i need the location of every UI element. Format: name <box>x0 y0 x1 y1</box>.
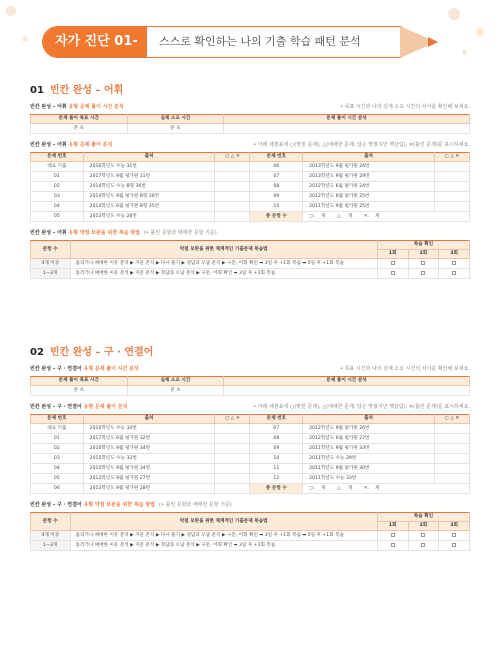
method-text: 틀리거나 애매한 이유 분석 ▶ 지문 분석 ▶ 정답과 오답 분석 ▶ 구문, 어휘 확인 ➡ 3일 후 +1회 복습 <box>70 269 377 279</box>
page-subtitle: 스스로 확인하는 나의 기출 학습 패턴 분석 <box>159 35 361 48</box>
heading-note: • 아래 채점표에 ○(맞힌 문제), △(애매한 문제: 답은 맞혔지만 헷갈림), ✕(틀린 문제)를 표시하세요. <box>253 142 470 148</box>
mark-cell[interactable] <box>434 192 469 202</box>
table-row <box>31 531 470 541</box>
question-source: 2017학년도 9월 평가원 31번 <box>83 172 215 182</box>
heading-highlight: 유형 문제 풀이 시간 분석 <box>68 104 124 110</box>
unit: 개 <box>375 214 380 219</box>
table-row <box>31 182 470 192</box>
decor-dot <box>22 36 28 42</box>
question-source: 2012학년도 6월 평가원 27번 <box>303 434 435 444</box>
question-no: 02 <box>31 182 84 192</box>
question-source: 2011학년도 9월 평가원 30번 <box>303 464 435 474</box>
time-table <box>30 376 470 396</box>
question-source: 2012학년도 6월 평가원 25번 <box>303 192 435 202</box>
question-source: 2014학년도 9월 평가원 B형 36번 <box>83 192 215 202</box>
page-header <box>42 20 436 79</box>
col-question-no: 문제 번호 <box>31 153 84 162</box>
table-row <box>31 424 470 434</box>
section-01 <box>30 84 470 279</box>
col-review-3: 3회 <box>439 250 470 259</box>
question-source: 2011학년도 수능 33번 <box>303 474 435 484</box>
question-no: 11 <box>250 464 303 474</box>
mark-cell[interactable] <box>215 182 250 192</box>
question-source: 2013학년도 9월 평가원 27번 <box>83 474 215 484</box>
question-analysis-heading <box>30 141 470 150</box>
question-source: 2011학년도 9월 평가원 33번 <box>303 444 435 454</box>
method-text: 틀리거나 애매한 이유 분석 ▶ 지문 분석 ▶ 다시 풀기 ▶ 정답과 오답 분석 ▶ 구문, 어휘 확인 ➡ 3일 후 +1회 복습 ➡ 5일 후 +1회 복습 <box>70 259 377 269</box>
heading-note: (• 틀린 문항과 애매한 문항 기준) <box>159 502 232 508</box>
heading-note: • 목표 시간과 나의 실제 소요 시간의 차이를 확인해 보세요. <box>340 366 470 372</box>
col-review-check: 복습 확인 <box>377 241 469 250</box>
question-no: 대표 기출 <box>31 424 84 434</box>
question-no: 04 <box>31 202 84 212</box>
section-number: 02 <box>30 347 44 358</box>
total-t: △: <box>336 214 342 219</box>
review-checkbox[interactable] <box>377 541 408 551</box>
method-heading <box>30 229 470 238</box>
analysis-field[interactable] <box>224 386 470 396</box>
table-row <box>31 269 470 279</box>
question-no: 07 <box>250 424 303 434</box>
col-question-no: 문제 번호 <box>250 153 303 162</box>
col-method: 약점 보완을 위한 체계적인 기출문제 복습법 <box>70 513 377 531</box>
decor-dot <box>448 8 460 20</box>
unit: 개 <box>347 486 353 491</box>
mark-cell[interactable] <box>215 434 250 444</box>
section-title <box>30 346 470 360</box>
question-no: 03 <box>31 454 84 464</box>
total-x: ✕: <box>363 214 370 219</box>
mark-cell[interactable] <box>215 444 250 454</box>
mark-cell[interactable] <box>434 434 469 444</box>
mark-cell[interactable] <box>215 202 250 212</box>
heading-prefix: 빈칸 완성 – 어휘 <box>30 230 69 236</box>
method-text: 틀리거나 애매한 이유 분석 ▶ 지문 분석 ▶ 정답과 오답 분석 ▶ 구문, 어휘 확인 ➡ 3일 후 +1회 복습 <box>70 541 377 551</box>
heading-prefix: 빈칸 완성 – 구 · 연결어 <box>30 502 84 508</box>
question-no: 12 <box>250 474 303 484</box>
col-question-no: 문제 번호 <box>250 415 303 424</box>
time-col-actual: 실제 소요 시간 <box>127 377 224 386</box>
question-no: 04 <box>31 464 84 474</box>
mark-cell[interactable] <box>215 172 250 182</box>
target-time-field[interactable]: 분 초 <box>31 386 128 396</box>
question-table <box>30 152 470 222</box>
method-count: 1~3개 <box>31 269 71 279</box>
col-count: 문항 수 <box>31 513 71 531</box>
col-mark: ○ △ ✕ <box>434 153 469 162</box>
review-checkbox[interactable] <box>377 269 408 279</box>
col-method: 약점 보완을 위한 체계적인 기출문제 복습법 <box>70 241 377 259</box>
question-table <box>30 414 470 494</box>
unit: 개 <box>375 486 380 491</box>
question-analysis-heading <box>30 403 470 412</box>
question-no: 대표 기출 <box>31 162 84 172</box>
unit: 개 <box>320 486 326 491</box>
table-row <box>31 444 470 454</box>
heading-highlight: 유형 약점 보완을 위한 복습 방법 <box>68 230 140 236</box>
method-heading <box>30 501 470 510</box>
time-col-analysis: 문제 풀이 시간 분석 <box>224 115 470 124</box>
heading-highlight: 유형 문제 풀이 시간 분석 <box>83 366 139 372</box>
unit: 개 <box>320 214 326 219</box>
time-analysis-heading <box>30 103 470 112</box>
review-checkbox[interactable] <box>408 531 439 541</box>
question-no: 02 <box>31 444 84 454</box>
time-analysis-heading <box>30 365 470 374</box>
col-mark: ○ △ ✕ <box>215 153 250 162</box>
question-source: 2016학년도 수능 31번 <box>83 162 215 172</box>
time-table <box>30 114 470 134</box>
decor-dot <box>462 50 467 55</box>
question-source: 2014학년도 6월 평가원 B형 35번 <box>83 202 215 212</box>
section-name: 빈칸 완성 – 구 · 연결어 <box>49 347 154 358</box>
col-mark: ○ △ ✕ <box>434 415 469 424</box>
question-no: 06 <box>250 162 303 172</box>
table-row <box>31 172 470 182</box>
analysis-field[interactable] <box>224 124 470 134</box>
heading-prefix: 빈칸 완성 – 구 · 연결어 <box>30 404 84 410</box>
total-x: ✕: <box>363 486 370 491</box>
col-review-1: 1회 <box>377 522 408 531</box>
question-source: 2012학년도 9월 평가원 26번 <box>303 424 435 434</box>
col-count: 문항 수 <box>31 241 71 259</box>
question-no: 03 <box>31 192 84 202</box>
mark-cell[interactable] <box>434 464 469 474</box>
page-title: 자가 진단 01-02 <box>43 27 147 57</box>
total-label: 총 문항 수 <box>250 484 303 494</box>
mark-cell[interactable] <box>215 454 250 464</box>
mark-cell[interactable] <box>215 192 250 202</box>
heading-note: (• 틀린 문항과 애매한 문항 기준) <box>143 230 217 236</box>
review-checkbox[interactable] <box>439 259 470 269</box>
section-title <box>30 84 470 98</box>
question-source: 2016학년도 9월 평가원 34번 <box>83 444 215 454</box>
heading-prefix: 빈칸 완성 – 어휘 <box>30 104 69 110</box>
review-checkbox[interactable] <box>408 541 439 551</box>
col-review-check: 복습 확인 <box>377 513 469 522</box>
actual-time-field[interactable]: 분 초 <box>127 124 224 134</box>
mark-cell[interactable] <box>434 444 469 454</box>
col-question-no: 문제 번호 <box>31 415 84 424</box>
col-review-3: 3회 <box>439 522 470 531</box>
question-source: 2012학년도 6월 평가원 24번 <box>303 182 435 192</box>
mark-cell[interactable] <box>215 424 250 434</box>
question-no: 06 <box>31 484 84 494</box>
question-source: 2015학년도 수능 33번 <box>83 454 215 464</box>
target-time-field[interactable]: 분 초 <box>31 124 128 134</box>
col-source: 출처 <box>303 415 435 424</box>
question-no: 05 <box>31 212 84 222</box>
question-no: 09 <box>250 444 303 454</box>
question-no: 01 <box>31 172 84 182</box>
question-no: 10 <box>250 202 303 212</box>
table-row <box>31 162 470 172</box>
mark-cell[interactable] <box>215 474 250 484</box>
section-name: 빈칸 완성 – 어휘 <box>49 85 124 96</box>
question-source: 2011학년도 9월 평가원 25번 <box>303 202 435 212</box>
review-checkbox[interactable] <box>408 269 439 279</box>
question-no: 09 <box>250 192 303 202</box>
total-o: ○: <box>309 486 315 491</box>
time-col-actual: 실제 소요 시간 <box>127 115 224 124</box>
mark-cell[interactable] <box>434 162 469 172</box>
mark-cell[interactable] <box>434 424 469 434</box>
review-checkbox[interactable] <box>408 259 439 269</box>
question-source: 2013학년도 9월 평가원 24번 <box>303 162 435 172</box>
question-no: 10 <box>250 454 303 464</box>
question-source: 2013학년도 9월 평가원 29번 <box>303 172 435 182</box>
mark-cell[interactable] <box>434 172 469 182</box>
question-no: 01 <box>31 434 84 444</box>
decor-dot <box>476 28 484 36</box>
section-number: 01 <box>30 85 44 96</box>
col-review-1: 1회 <box>377 250 408 259</box>
question-no: 08 <box>250 434 303 444</box>
mark-cell[interactable] <box>434 202 469 212</box>
actual-time-field[interactable]: 분 초 <box>127 386 224 396</box>
question-no: 05 <box>31 474 84 484</box>
review-checkbox[interactable] <box>439 531 470 541</box>
question-source: 2013학년도 9월 평가원 28번 <box>83 484 215 494</box>
review-checkbox[interactable] <box>439 541 470 551</box>
heading-prefix: 빈칸 완성 – 구 · 연결어 <box>30 366 84 372</box>
method-table <box>30 240 470 279</box>
section-02 <box>30 346 470 551</box>
question-source: 2014학년도 수능 B형 36번 <box>83 182 215 192</box>
table-row <box>31 212 470 222</box>
mark-cell[interactable] <box>215 162 250 172</box>
question-source: 2016학년도 수능 34번 <box>83 424 215 434</box>
review-checkbox[interactable] <box>439 269 470 279</box>
mark-cell[interactable] <box>434 454 469 464</box>
table-row <box>31 454 470 464</box>
mark-cell[interactable] <box>215 464 250 474</box>
col-source: 출처 <box>83 415 215 424</box>
table-row <box>31 434 470 444</box>
total-counts[interactable] <box>303 212 470 222</box>
method-table <box>30 512 470 551</box>
time-col-target: 문제 풀이 목표 시간 <box>31 377 128 386</box>
mark-cell[interactable] <box>434 474 469 484</box>
method-count: 4개 이상 <box>31 259 71 269</box>
col-source: 출처 <box>83 153 215 162</box>
table-row <box>31 541 470 551</box>
total-o: ○: <box>309 214 315 219</box>
table-row <box>31 202 470 212</box>
heading-highlight: 유형 문제 풀이 분석 <box>68 142 113 148</box>
table-row <box>31 474 470 484</box>
decor-dot <box>6 6 16 16</box>
question-no: 07 <box>250 172 303 182</box>
heading-prefix: 빈칸 완성 – 어휘 <box>30 142 69 148</box>
time-col-analysis: 문제 풀이 시간 분석 <box>224 377 470 386</box>
mark-cell[interactable] <box>434 182 469 192</box>
review-checkbox[interactable] <box>377 259 408 269</box>
review-checkbox[interactable] <box>377 531 408 541</box>
table-row <box>31 192 470 202</box>
question-source: 2017학년도 6월 평가원 32번 <box>83 434 215 444</box>
pencil-lead <box>428 37 438 47</box>
mark-cell[interactable] <box>215 212 250 222</box>
unit: 개 <box>347 214 353 219</box>
col-review-2: 2회 <box>408 522 439 531</box>
col-mark: ○ △ ✕ <box>215 415 250 424</box>
heading-highlight: 유형 문제 풀이 분석 <box>83 404 128 410</box>
time-col-target: 문제 풀이 목표 시간 <box>31 115 128 124</box>
pencil-banner <box>42 26 402 79</box>
question-source: 2013학년도 수능 28번 <box>83 212 215 222</box>
question-source: 2011학년도 수능 29번 <box>303 454 435 464</box>
col-source: 출처 <box>303 153 435 162</box>
table-row <box>31 484 470 494</box>
heading-highlight: 유형 약점 보완을 위한 복습 방법 <box>83 502 155 508</box>
table-row <box>31 259 470 269</box>
total-t: △: <box>336 486 342 491</box>
total-counts[interactable] <box>303 484 470 494</box>
total-label: 총 문항 수 <box>250 212 303 222</box>
heading-note: • 아래 채점표에 ○(맞힌 문제), △(애매한 문제: 답은 맞혔지만 헷갈림), ✕(틀린 문제)를 표시하세요. <box>253 404 470 410</box>
question-source: 2015학년도 9월 평가원 34번 <box>83 464 215 474</box>
method-count: 1~3개 <box>31 541 71 551</box>
method-text: 틀리거나 애매한 이유 분석 ▶ 지문 분석 ▶ 다시 풀기 ▶ 정답과 오답 분석 ▶ 구문, 어휘 확인 ➡ 3일 후 +1회 복습 ➡ 5일 후 +1회 복습 <box>70 531 377 541</box>
col-review-2: 2회 <box>408 250 439 259</box>
question-no: 08 <box>250 182 303 192</box>
heading-note: • 목표 시간과 나의 실제 소요 시간의 차이를 확인해 보세요. <box>340 104 470 110</box>
table-row <box>31 464 470 474</box>
method-count: 4개 이상 <box>31 531 71 541</box>
mark-cell[interactable] <box>215 484 250 494</box>
